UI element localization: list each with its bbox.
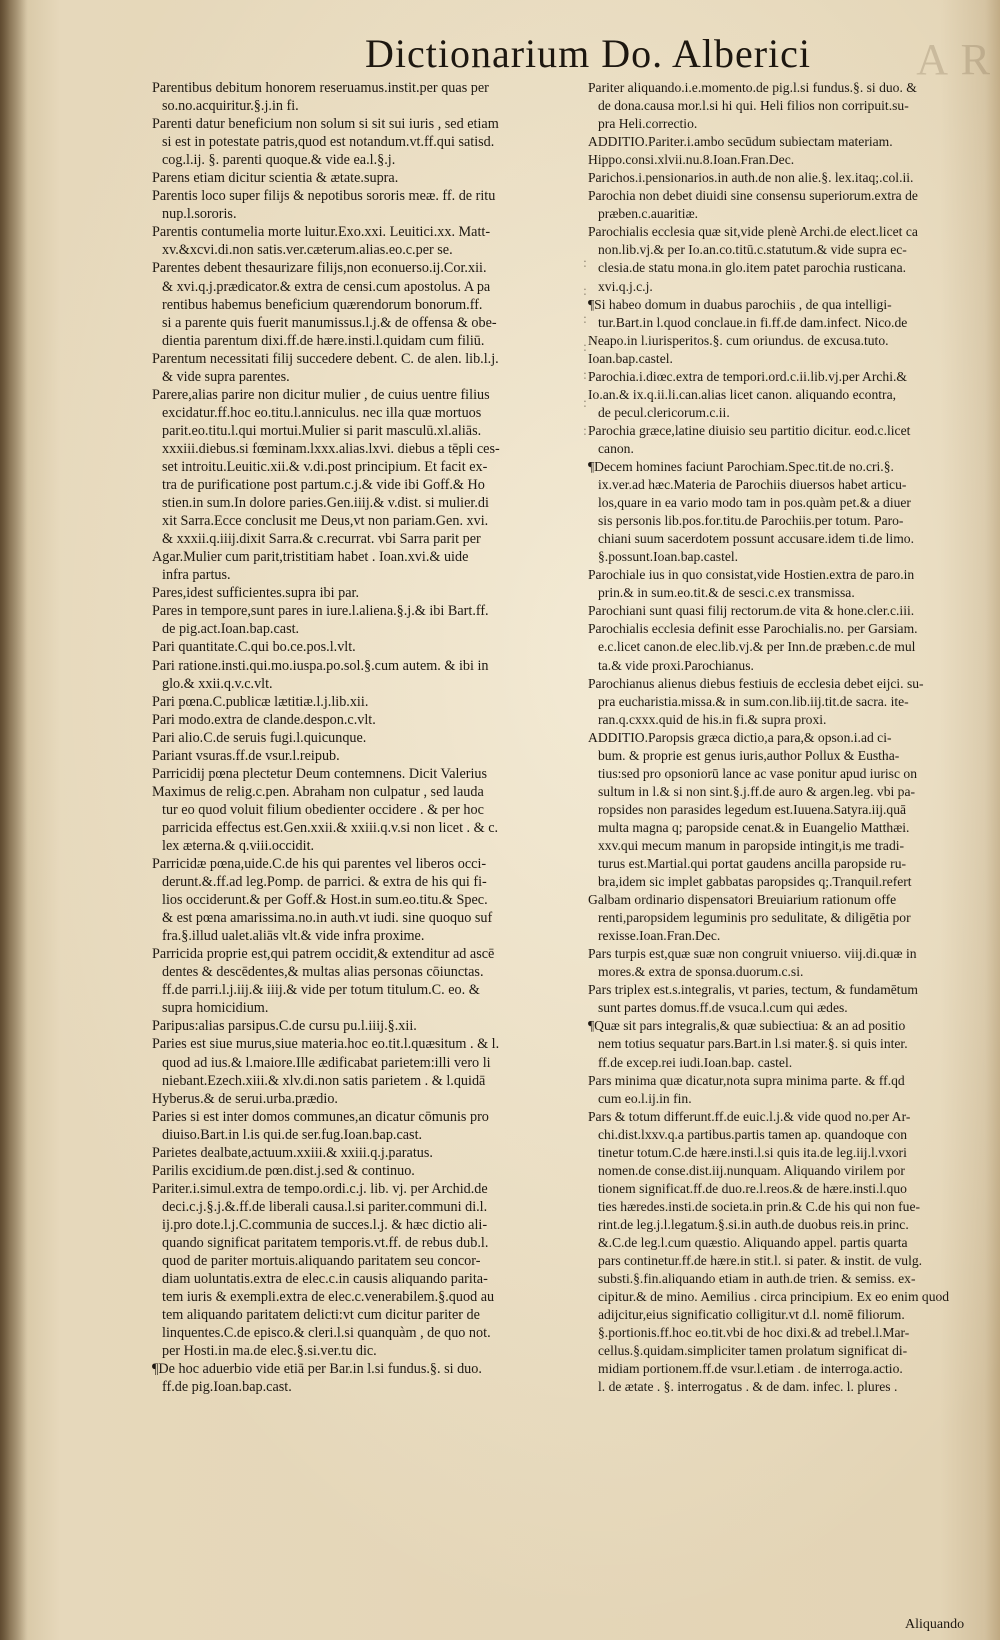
text-line: ¶De hoc aduerbio vide etiā per Bar.in l.si fundus.§. si duo. xyxy=(152,1361,482,1378)
text-line: Pares in tempore,sunt pares in iure.l.aliena.§.j.& ibi Bart.ff. xyxy=(152,603,489,620)
text-line: xxxiii.diebus.si fœminam.lxxx.alias.lxvi. diebus a tēpli ces- xyxy=(162,440,500,457)
text-line: Parentis contumelia morte luitur.Exo.xxi. Leuitici.xx. Matt- xyxy=(152,224,491,241)
text-line: tra de purificatione post partum.c.j.& vide ibi Goff.& Ho xyxy=(162,477,485,494)
text-line: Hyberus.& de serui.urba.prædio. xyxy=(152,1090,338,1107)
text-line: cipitur.& de mino. Aemilius . circa principium. Ex eo enim quod xyxy=(598,1289,950,1305)
text-line: sis personis lib.pos.for.titu.de Parochiis.per totum. Paro- xyxy=(598,513,904,529)
text-line: ¶Quæ sit pars integralis,& quæ subiectiua: & an ad positio xyxy=(588,1018,906,1034)
text-line: tem iuris & exempli.extra de elec.c.venerabilem.§.quod au xyxy=(162,1289,495,1306)
text-line: Parens etiam dicitur scientia & ætate.supra. xyxy=(152,170,399,187)
text-line: tius:sed pro opsoniorū lance ac vase ponitur apud iurisc on xyxy=(598,765,918,781)
text-line: Neapo.in l.iurisperitos.§. cum oriundus. de excusa.tuto. xyxy=(588,332,889,348)
text-line: Parochia.i.diœc.extra de tempori.ord.c.ii.lib.vj.per Archi.& xyxy=(588,368,907,384)
text-line: & xvi.q.j.prædicator.& extra de censi.cum apostolus. A pa xyxy=(162,278,491,295)
column-divider-marks: : : : : : : : xyxy=(583,256,587,439)
text-line: Pars minima quæ dicatur,nota supra minima parte. & ff.qd xyxy=(588,1072,905,1088)
text-line: Parochianus alienus diebus festiuis de ecclesia debet eijci. su- xyxy=(588,675,924,691)
text-line: rint.de leg.j.l.legatum.§.si.in auth.de duobus reis.in princ. xyxy=(598,1216,909,1232)
text-line: Paripus:alias parsipus.C.de cursu pu.l.iiij.§.xii. xyxy=(152,1018,417,1035)
text-line: Io.an.& ix.q.ii.li.can.alias licet canon. aliquando econtra, xyxy=(588,386,897,402)
text-line: Pariter aliquando.i.e.momento.de pig.l.si fundus.§. si duo. & xyxy=(588,80,917,95)
text-line: per Hosti.in ma.de elec.§.si.ver.tu dic. xyxy=(162,1343,377,1360)
text-line: quando significat paritatem temporis.vt.ff. de rebus dub.l. xyxy=(162,1235,489,1251)
text-line: Parricida proprie est,qui patrem occidit,& extenditur ad ascē xyxy=(152,946,495,963)
text-line: ropsides non parasides legedum est.Iuuena.Satyra.iij.quā xyxy=(598,801,907,817)
text-line: ADDITIO.Pariter.i.ambo secūdum subiectam materiam. xyxy=(588,134,893,150)
text-line: de pecul.clericorum.c.ii. xyxy=(598,404,730,420)
text-line: substi.§.fin.aliquando etiam in auth.de trien. & semiss. ex- xyxy=(598,1271,916,1287)
text-line: xvi.q.j.c.j. xyxy=(598,278,653,294)
text-line: rexisse.Ioan.Fran.Dec. xyxy=(598,928,721,944)
text-line: sunt partes domus.ff.de vsuca.l.cum qui ædes. xyxy=(598,1000,848,1016)
text-line: & est pœna amarissima.no.in auth.vt iudi. sine quoquo suf xyxy=(162,910,493,927)
text-line: Pari modo.extra de clande.despon.c.vlt. xyxy=(152,711,376,728)
text-line: Parentis loco super filijs & nepotibus sororis meæ. ff. de ritu xyxy=(152,188,496,205)
text-line: Galbam ordinario dispensatori Breuiarium rationum offe xyxy=(588,892,897,908)
text-line: Pars & totum differunt.ff.de euic.l.j.& vide quod no.per Ar- xyxy=(588,1108,911,1124)
text-line: de pig.act.Ioan.bap.cast. xyxy=(162,621,300,638)
text-line: lex æterna.& q.viii.occidit. xyxy=(162,837,315,854)
running-header: Dictionarium Do. Alberici xyxy=(365,31,812,76)
text-line: cog.l.ij. §. parenti quoque.& vide ea.l.§.j. xyxy=(162,152,396,169)
text-line: tionem significat.ff.de duo.re.l.reos.& de hære.insti.l.quo xyxy=(598,1180,907,1196)
text-line: pars continetur.ff.de hære.in stit.l. si pater. & instit. de vulg. xyxy=(598,1253,923,1269)
text-line: los,quare in ea vario modo tam in pos.quàm pet.& a diuer xyxy=(598,495,911,511)
text-line: Parentibus debitum honorem reseruamus.instit.per quas per xyxy=(152,80,489,96)
text-line: Parentes debent thesaurizare filijs,non econuerso.ij.Cor.xii. xyxy=(152,260,487,277)
text-line: xv.&xcvi.di.non satis.ver.cæterum.alias.eo.c.per se. xyxy=(162,242,453,259)
text-line: xit Sarra.Ecce conclusit me Deus,vt non pariam.Gen. xvi. xyxy=(162,513,489,530)
text-line: Pares,idest sufficientes.supra ibi par. xyxy=(152,585,359,602)
text-line: chi.dist.lxxv.q.a partibus.partis tamen ap. quandoque con xyxy=(598,1126,908,1142)
text-line: ADDITIO.Paropsis græca dictio,a para,& opson.i.ad ci- xyxy=(588,729,892,745)
text-line: multa magna q; paropside cenat.& in Euangelio Matthæi. xyxy=(598,819,910,835)
text-line: Parochialis ecclesia quæ sit,vide plenè Archi.de elect.licet ca xyxy=(588,224,918,240)
text-line: xxv.qui mecum manum in paropside intingit,is me tradi- xyxy=(598,837,905,853)
text-line: Agar.Mulier cum parit,tristitiam habet . Ioan.xvi.& uide xyxy=(152,549,469,566)
text-line: Pariant vsuras.ff.de vsur.l.reipub. xyxy=(152,747,340,764)
text-line: Parenti datur beneficium non solum si sit sui iuris , sed etiam xyxy=(152,116,499,133)
text-line: Hippo.consi.xlvii.nu.8.Ioan.Fran.Dec. xyxy=(588,152,795,168)
text-line: tem aliquando paritatem delicti:vt cum dicitur pariter de xyxy=(162,1307,480,1324)
text-line: de dona.causa mor.l.si hi qui. Heli filios non corripuit.su- xyxy=(598,98,909,114)
text-line: derunt.&.ff.ad leg.Pomp. de parrici. & extra de his qui fi- xyxy=(162,874,487,891)
text-line: l. de ætate . §. interrogatus . & de dam. infec. l. plures . xyxy=(598,1379,898,1395)
text-line: non.lib.vj.& per Io.an.co.titū.c.statutum.& vide supra ec- xyxy=(598,242,907,258)
text-line: quod ad ius.& l.maiore.Ille ædificabat parietem:illi vero li xyxy=(162,1054,491,1071)
text-line: prin.& in sum.eo.tit.& de sesci.c.ex transmissa. xyxy=(598,585,855,601)
text-line: Pars triplex est.s.integralis, vt paries, tectum, & fundamētum xyxy=(588,982,918,998)
text-line: Ioan.bap.castel. xyxy=(588,350,673,366)
catchword: Aliquando xyxy=(905,1617,965,1632)
text-line: & xxxii.q.iiij.dixit Sarra.& c.recurrat. vbi Sarra parit per xyxy=(162,531,481,548)
text-line: so.no.acquiritur.§.j.in fi. xyxy=(162,98,299,115)
left-column xyxy=(152,79,580,1396)
text-line: ff.de pig.Ioan.bap.cast. xyxy=(162,1379,292,1396)
text-line: diuiso.Bart.in l.is qui.de ser.fug.Ioan.bap.cast. xyxy=(162,1126,423,1143)
text-line: Parere,alias parire non dicitur mulier , de cuius uentre filius xyxy=(152,386,490,403)
text-line: sultum in l.& si non sint.§.j.ff.de auro & argen.leg. vbi pa- xyxy=(598,783,916,799)
text-line: pra eucharistia.missa.& in sum.con.lib.iij.tit.de sacra. ite- xyxy=(598,693,909,709)
text-line: parit.eo.titu.l.qui mortui.Mulier si parit masculū.xl.aliās. xyxy=(162,422,482,439)
text-line: canon. xyxy=(598,440,634,456)
text-line: supra homicidium. xyxy=(162,1000,269,1017)
text-line: Parochialis ecclesia definit esse Parochialis.no. per Garsiam. xyxy=(588,621,918,637)
text-line: midiam portionem.ff.de vsur.l.etiam . de interroga.actio. xyxy=(598,1361,903,1377)
text-line: Parichos.i.pensionarios.in auth.de non alie.§. lex.itaq;.col.ii. xyxy=(588,170,914,186)
text-line: & vide supra parentes. xyxy=(162,368,290,385)
text-line: e.c.licet canon.de elec.lib.vj.& per Inn.de præben.c.de mul xyxy=(598,639,916,655)
text-line: mores.& extra de sponsa.duorum.c.si. xyxy=(598,964,804,980)
right-column xyxy=(588,79,983,1396)
text-line: Parochiani sunt quasi filij rectorum.de vita & hone.cler.c.iii. xyxy=(588,603,915,619)
text-line: cum eo.l.ij.in fin. xyxy=(598,1090,692,1106)
text-line: chiani suum sacerdotem possunt accusare.idem ti.de limo. xyxy=(598,531,914,547)
text-line: nem totius sequatur pars.Bart.in l.si mater.§. si quis inter. xyxy=(598,1036,908,1052)
text-line: Parentum necessitati filij succedere debent. C. de alen. lib.l.j. xyxy=(152,350,499,367)
text-line: pra Heli.correctio. xyxy=(598,116,698,132)
text-line: Parietes dealbate,actuum.xxiii.& xxiii.q.j.paratus. xyxy=(152,1144,433,1161)
text-line: parricida effectus est.Gen.xxii.& xxiii.q.v.si non licet . & c. xyxy=(162,819,499,836)
bleed-through-text: A R xyxy=(916,35,992,84)
text-line: ties hæredes.insti.de societa.in prin.& C.de his qui non fue- xyxy=(598,1198,921,1214)
text-line: set introitu.Leuitic.xii.& v.di.post principium. Et facit ex- xyxy=(162,458,488,475)
text-line: turus est.Martial.qui portat gaudens ancilla paropside ru- xyxy=(598,856,907,872)
text-line: ix.ver.ad hæc.Materia de Parochiis diuersos habet articu- xyxy=(598,477,907,493)
text-line: ¶Decem homines faciunt Parochiam.Spec.tit.de no.cri.§. xyxy=(588,458,894,474)
text-line: Parochia non debet diuidi sine consensu superiorum.extra de xyxy=(588,188,918,204)
text-line: nomen.de conse.dist.iij.nunquam. Aliquando virilem por xyxy=(598,1162,905,1178)
text-line: infra partus. xyxy=(162,567,231,584)
binding-shadow xyxy=(0,0,28,1640)
text-line: cellus.§.quidam.simpliciter tamen prolatum significat di- xyxy=(598,1343,908,1359)
text-line: Parricidæ pœna,uide.C.de his qui parentes vel liberos occi- xyxy=(152,856,487,873)
text-line: tinetur totum.C.de hære.insti.l.si quis ita.de leg.iij.l.vxori xyxy=(598,1144,907,1160)
text-line: Pariter.i.simul.extra de tempo.ordi.c.j. lib. vj. per Archid.de xyxy=(152,1180,488,1197)
text-line: excidatur.ff.hoc eo.titu.l.anniculus. nec illa quæ mortuos xyxy=(162,404,482,421)
text-line: ¶Si habeo domum in duabus parochiis , de qua intelligi- xyxy=(588,296,892,312)
text-line: tur.Bart.in l.quod conclaue.in fi.ff.de dam.infect. Nico.de xyxy=(598,314,908,330)
text-line: Parricidij pœna plectetur Deum contemnens. Dicit Valerius xyxy=(152,765,488,782)
text-line: Paries si est inter domos communes,an dicatur cōmunis pro xyxy=(152,1108,489,1125)
text-line: Maximus de relig.c.pen. Abraham non culpatur , sed lauda xyxy=(152,783,484,800)
text-line: glo.& xxii.q.v.c.vlt. xyxy=(162,675,273,692)
text-line: Parochia græce,latine diuisio seu partitio dicitur. eod.c.licet xyxy=(588,422,911,438)
text-line: nup.l.sororis. xyxy=(162,206,237,223)
text-line: diam uoluntatis.extra de elec.c.in causis aliquando parita- xyxy=(162,1271,488,1288)
text-line: tur eo quod voluit filium obedienter occidere . & per hoc xyxy=(162,801,484,818)
text-line: §.portionis.ff.hoc eo.tit.vbi de hoc dixi.& ad trebel.l.Mar- xyxy=(598,1325,910,1341)
text-line: fra.§.illud ualet.aliās vlt.& vide infra proxime. xyxy=(162,928,425,945)
text-line: ff.de parri.l.j.iij.& iiij.& vide per totum titulum.C. eo. & xyxy=(162,982,480,999)
text-line: ij.pro dote.l.j.C.communia de succes.l.j. & hæc dictio ali- xyxy=(162,1216,488,1233)
text-line: ta.& vide proxi.Parochianus. xyxy=(598,657,754,673)
text-line: dentes & descēdentes,& multas alias personas cōiunctas. xyxy=(162,964,484,981)
text-line: rentibus habemus beneficium quærendorum bonorum.ff. xyxy=(162,296,483,313)
text-line: ff.de excep.rei iudi.Ioan.bap. castel. xyxy=(598,1054,793,1070)
text-line: niebant.Ezech.xiii.& xlv.di.non satis parietem . & l.quidā xyxy=(162,1072,486,1089)
text-line: §.possunt.Ioan.bap.castel. xyxy=(598,549,739,565)
text-line: Pars turpis est,quæ suæ non congruit vniuerso. viij.di.quæ in xyxy=(588,946,917,962)
text-line: stien.in sum.In dolore paries.Gen.iiij.& v.dist. si mulier.di xyxy=(162,495,489,512)
text-line: adijcitur,eius significatio colligitur.vt d.l. nomē filiorum. xyxy=(598,1307,905,1323)
text-line: clesia.de statu mona.in glo.item patet parochia rusticana. xyxy=(598,260,907,276)
text-line: si est in potestate patris,quod est notandum.vt.ff.qui satisd. xyxy=(162,134,495,151)
text-line: dientia parentum dixi.ff.de hære.insti.l.quidam cum filiū. xyxy=(162,332,485,349)
text-line: renti,paropsidem leguminis pro sedulitate, & diligētia por xyxy=(598,910,911,926)
text-line: præben.c.auaritiæ. xyxy=(598,206,699,222)
text-line: ran.q.cxxx.quid de his.in fi.& supra proxi. xyxy=(598,711,827,727)
text-line: Pari ratione.insti.qui.mo.iuspa.po.sol.§.cum autem. & ibi in xyxy=(152,657,489,674)
text-line: deci.c.j.§.j.&.ff.de liberali causa.l.si pariter.communi di.l. xyxy=(162,1198,488,1215)
text-line: quod de pariter mortuis.aliquando paritatem seu concor- xyxy=(162,1253,481,1270)
text-line: si a parente quis fuerit manumissus.l.j.& de offensa & obe- xyxy=(162,314,497,331)
text-line: Pari quantitate.C.qui bo.ce.pos.l.vlt. xyxy=(152,639,356,656)
text-line: Pari pœna.C.publicæ lætitiæ.l.j.lib.xii. xyxy=(152,693,369,710)
text-line: bra,idem sic implet gabbatas paropsides q;.Tranquil.refert xyxy=(598,874,912,890)
text-line: Parochiale ius in quo consistat,vide Hostien.extra de paro.in xyxy=(588,567,915,583)
text-line: bum. & proprie est genus iuris,author Pollux & Eustha- xyxy=(598,747,900,763)
text-line: Parilis excidium.de pœn.dist.j.sed & continuo. xyxy=(152,1162,415,1179)
text-line: &.C.de leg.l.cum quæstio. Aliquando appel. partis quarta xyxy=(598,1235,908,1250)
text-line: Paries est siue murus,siue materia.hoc eo.tit.l.quæsitum . & l. xyxy=(152,1036,500,1053)
text-line: lios occiderunt.& per Goff.& Host.in sum.eo.titu.& Spec. xyxy=(162,892,488,909)
text-line: linquentes.C.de episco.& cleri.l.si quanquàm , de quo not. xyxy=(162,1325,491,1342)
text-line: Pari alio.C.de seruis fugi.l.quicunque. xyxy=(152,729,367,746)
